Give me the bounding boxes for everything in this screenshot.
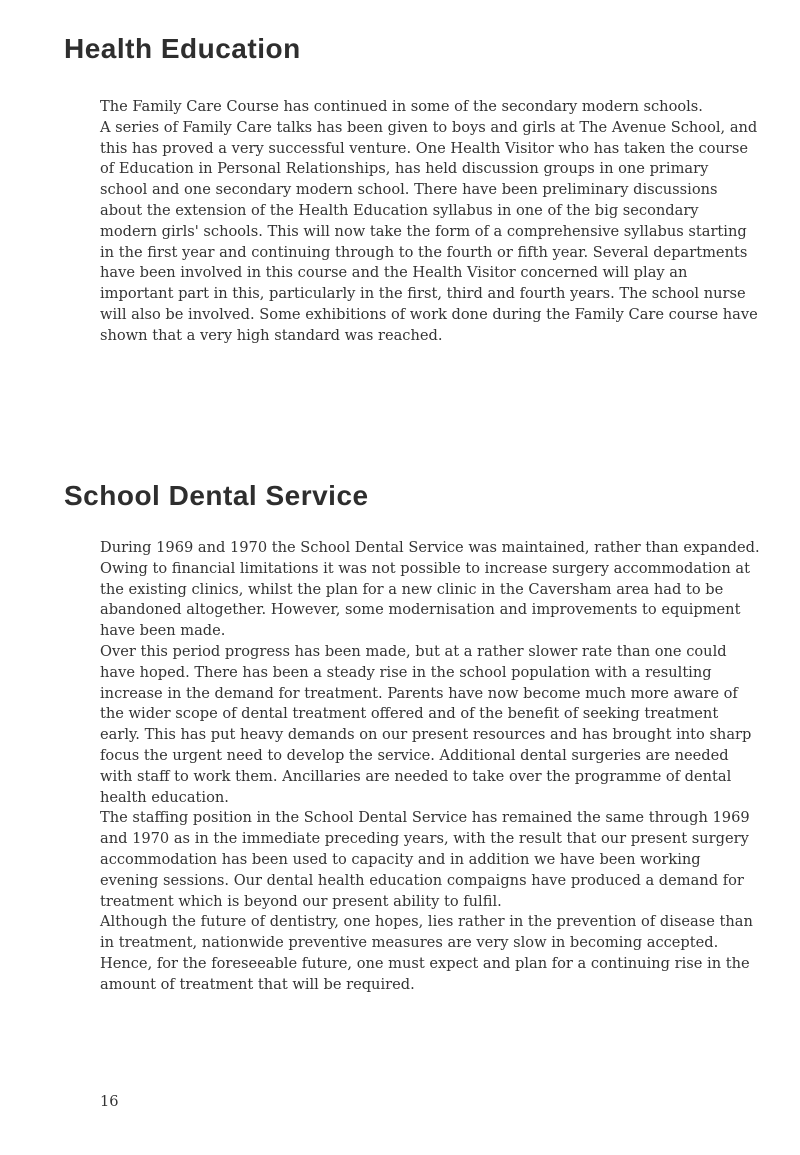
dental-paragraph-4: Although the future of dentistry, one hopes, lies rather in the prevention of disease than in treatment, nationwide preventive measures are very slow in becoming accepted. Hence, for the foreseeable future, one must expect and plan for a continuing rise in the amount of treatment that will be required. — [100, 913, 753, 993]
school-dental-service-heading: School Dental Service — [64, 480, 369, 511]
dental-paragraph-2: Over this period progress has been made, but at a rather slower rate than one could have hoped. There has been a steady rise in the school population with a resulting increase in the demand for treatment. Parents have now become much more aware of the wider scope of dental treatment offered and of the benefit of seeking treatment early. This has put heavy demands on our present resources and has brought into sharp focus the urgent need to develop the service. Additional dental surgeries are needed with staff to work them. Ancillaries are needed to take over the programme of dental health education. — [100, 642, 752, 806]
dental-paragraph-3: The staffing position in the School Dental Service has remained the same through 1969 and 1970 as in the immediate preceding years, with the result that our present surgery accommodation has been used to capacity and in addition we have been working evening sessions. Our dental health education compaigns have produced a demand for treatment which is beyond our present ability to fulfil. — [100, 809, 750, 910]
health-education-heading: Health Education — [64, 33, 301, 64]
school-dental-service-section — [100, 538, 760, 996]
health-education-section — [100, 97, 760, 347]
page-number: 16 — [100, 1093, 119, 1110]
health-education-paragraph-2: A series of Family Care talks has been given to boys and girls at The Avenue School, and this has proved a very successful venture. One Health Visitor who has taken the course of Education in Personal Relationships, has held discussion groups in one primary school and one secondary modern school. There have been preliminary discussions about the extension of the Health Education syllabus in one of the big secondary modern girls' schools. This will now take the form of a comprehensive syllabus starting in the first year and continuing through to the fourth or fifth year. Several departments have been involved in this course and the Health Visitor concerned will play an important part in this, particularly in the first, third and fourth years. The school nurse will also be involved. Some exhibitions of work done during the Family Care course have shown that a very high standard was reached. — [100, 118, 758, 344]
health-education-paragraph-1: The Family Care Course has continued in some of the secondary modern schools. — [100, 98, 703, 115]
dental-paragraph-1: During 1969 and 1970 the School Dental Service was maintained, rather than expanded. Owing to financial limitations it was not possible to increase surgery accommodation at the existing clinics, whilst the plan for a new clinic in the Caversham area had to be abandoned altogether. However, some modernisation and improvements to equipment have been made. — [100, 539, 760, 640]
